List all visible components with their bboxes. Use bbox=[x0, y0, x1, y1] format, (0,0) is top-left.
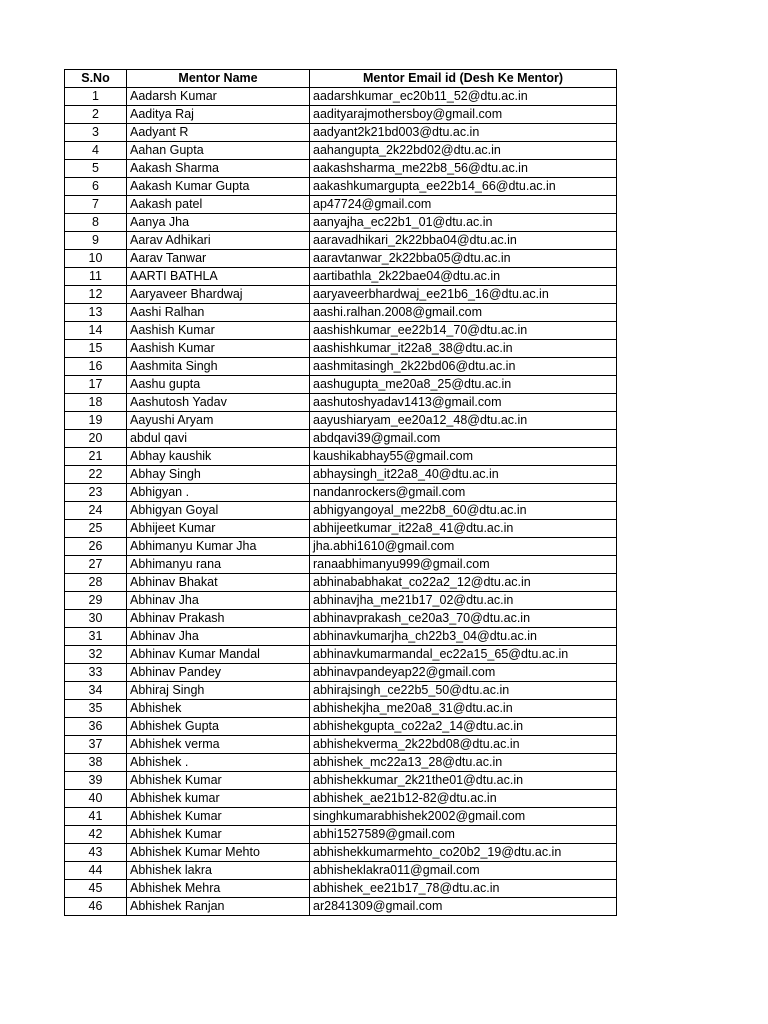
table-row bbox=[65, 142, 617, 160]
table-row bbox=[65, 862, 617, 880]
table-row bbox=[65, 628, 617, 646]
mentor-email-cell: abhishekgupta_co22a2_14@dtu.ac.in bbox=[310, 718, 617, 736]
mentor-name-cell: Abhishek bbox=[127, 700, 310, 718]
table-row bbox=[65, 718, 617, 736]
mentor-name-cell: Aashu gupta bbox=[127, 376, 310, 394]
table-row bbox=[65, 178, 617, 196]
serial-number-cell: 36 bbox=[65, 718, 127, 736]
mentor-name-cell: Abhay kaushik bbox=[127, 448, 310, 466]
mentor-name-cell: Aakash Sharma bbox=[127, 160, 310, 178]
serial-number-cell: 41 bbox=[65, 808, 127, 826]
table-row bbox=[65, 520, 617, 538]
mentor-email-cell: abhishek_ae21b12-82@dtu.ac.in bbox=[310, 790, 617, 808]
serial-number-cell: 42 bbox=[65, 826, 127, 844]
table-row bbox=[65, 844, 617, 862]
header-row bbox=[65, 70, 617, 88]
mentor-name-cell: Aashmita Singh bbox=[127, 358, 310, 376]
mentor-email-cell: aanyajha_ec22b1_01@dtu.ac.in bbox=[310, 214, 617, 232]
mentor-email-cell: aartibathla_2k22bae04@dtu.ac.in bbox=[310, 268, 617, 286]
table-row bbox=[65, 772, 617, 790]
serial-number-cell: 30 bbox=[65, 610, 127, 628]
table-row bbox=[65, 826, 617, 844]
table-row bbox=[65, 538, 617, 556]
serial-number-cell: 44 bbox=[65, 862, 127, 880]
table-row bbox=[65, 322, 617, 340]
mentor-email-cell: aashi.ralhan.2008@gmail.com bbox=[310, 304, 617, 322]
mentor-name-cell: Abhishek . bbox=[127, 754, 310, 772]
mentor-email-cell: abhinavpandeyap22@gmail.com bbox=[310, 664, 617, 682]
serial-number-cell: 5 bbox=[65, 160, 127, 178]
table-row bbox=[65, 88, 617, 106]
serial-number-cell: 15 bbox=[65, 340, 127, 358]
table-row bbox=[65, 646, 617, 664]
table-row bbox=[65, 754, 617, 772]
mentor-name-column-header: Mentor Name bbox=[127, 70, 310, 88]
mentor-name-cell: Abhishek Kumar bbox=[127, 772, 310, 790]
mentor-name-cell: Abhay Singh bbox=[127, 466, 310, 484]
mentor-name-cell: Aadarsh Kumar bbox=[127, 88, 310, 106]
mentor-name-cell: Abhinav Prakash bbox=[127, 610, 310, 628]
mentor-email-cell: abhishek_ee21b17_78@dtu.ac.in bbox=[310, 880, 617, 898]
mentor-email-cell: aashishkumar_it22a8_38@dtu.ac.in bbox=[310, 340, 617, 358]
table-row bbox=[65, 286, 617, 304]
mentor-name-cell: Abhishek verma bbox=[127, 736, 310, 754]
table-row bbox=[65, 808, 617, 826]
mentor-email-cell: kaushikabhay55@gmail.com bbox=[310, 448, 617, 466]
mentor-name-cell: Abhishek Ranjan bbox=[127, 898, 310, 916]
mentor-email-cell: abhishekkumarmehto_co20b2_19@dtu.ac.in bbox=[310, 844, 617, 862]
mentor-name-cell: Aanya Jha bbox=[127, 214, 310, 232]
serial-number-cell: 31 bbox=[65, 628, 127, 646]
table-row bbox=[65, 484, 617, 502]
serial-number-cell: 39 bbox=[65, 772, 127, 790]
serial-number-cell: 20 bbox=[65, 430, 127, 448]
mentor-name-cell: Aayushi Aryam bbox=[127, 412, 310, 430]
serial-number-cell: 19 bbox=[65, 412, 127, 430]
mentor-name-cell: Abhiraj Singh bbox=[127, 682, 310, 700]
mentor-email-cell: nandanrockers@gmail.com bbox=[310, 484, 617, 502]
table-row bbox=[65, 124, 617, 142]
mentor-name-cell: Abhinav Jha bbox=[127, 592, 310, 610]
mentor-email-cell: abhishek_mc22a13_28@dtu.ac.in bbox=[310, 754, 617, 772]
mentor-email-cell: aaravtanwar_2k22bba05@dtu.ac.in bbox=[310, 250, 617, 268]
mentor-name-cell: Abhishek Mehra bbox=[127, 880, 310, 898]
mentor-name-cell: Abhishek Kumar bbox=[127, 808, 310, 826]
table-row bbox=[65, 232, 617, 250]
mentor-name-cell: Aashi Ralhan bbox=[127, 304, 310, 322]
mentor-name-cell: Abhinav Bhakat bbox=[127, 574, 310, 592]
mentor-email-cell: aadarshkumar_ec20b11_52@dtu.ac.in bbox=[310, 88, 617, 106]
table-row bbox=[65, 394, 617, 412]
table-row bbox=[65, 700, 617, 718]
serial-number-cell: 43 bbox=[65, 844, 127, 862]
mentor-email-cell: abhinavkumarjha_ch22b3_04@dtu.ac.in bbox=[310, 628, 617, 646]
serial-number-cell: 25 bbox=[65, 520, 127, 538]
mentor-name-cell: Aadyant R bbox=[127, 124, 310, 142]
mentor-name-cell: abdul qavi bbox=[127, 430, 310, 448]
mentor-name-cell: AARTI BATHLA bbox=[127, 268, 310, 286]
serial-number-cell: 40 bbox=[65, 790, 127, 808]
table-row bbox=[65, 412, 617, 430]
mentor-name-cell: Aakash Kumar Gupta bbox=[127, 178, 310, 196]
serial-number-cell: 10 bbox=[65, 250, 127, 268]
table-row bbox=[65, 430, 617, 448]
mentor-email-cell: abhigyangoyal_me22b8_60@dtu.ac.in bbox=[310, 502, 617, 520]
mentor-name-cell: Aaryaveer Bhardwaj bbox=[127, 286, 310, 304]
mentor-email-cell: aayushiaryam_ee20a12_48@dtu.ac.in bbox=[310, 412, 617, 430]
mentor-email-cell: abhirajsingh_ce22b5_50@dtu.ac.in bbox=[310, 682, 617, 700]
mentor-name-cell: Abhigyan Goyal bbox=[127, 502, 310, 520]
mentor-name-cell: Abhinav Jha bbox=[127, 628, 310, 646]
serial-number-cell: 28 bbox=[65, 574, 127, 592]
mentor-email-cell: abdqavi39@gmail.com bbox=[310, 430, 617, 448]
table-row bbox=[65, 682, 617, 700]
mentor-email-cell: aashishkumar_ee22b14_70@dtu.ac.in bbox=[310, 322, 617, 340]
table-row bbox=[65, 466, 617, 484]
serial-number-cell: 16 bbox=[65, 358, 127, 376]
mentor-email-cell: aashugupta_me20a8_25@dtu.ac.in bbox=[310, 376, 617, 394]
serial-number-cell: 23 bbox=[65, 484, 127, 502]
mentor-email-column-header: Mentor Email id (Desh Ke Mentor) bbox=[310, 70, 617, 88]
serial-number-cell: 46 bbox=[65, 898, 127, 916]
mentor-name-cell: Aashutosh Yadav bbox=[127, 394, 310, 412]
mentor-name-cell: Aaditya Raj bbox=[127, 106, 310, 124]
mentor-name-cell: Aarav Tanwar bbox=[127, 250, 310, 268]
mentor-name-cell: Abhishek Kumar bbox=[127, 826, 310, 844]
mentor-email-cell: aahangupta_2k22bd02@dtu.ac.in bbox=[310, 142, 617, 160]
table-row bbox=[65, 574, 617, 592]
serial-number-cell: 14 bbox=[65, 322, 127, 340]
mentor-email-cell: abhaysingh_it22a8_40@dtu.ac.in bbox=[310, 466, 617, 484]
table-body bbox=[65, 88, 617, 916]
table-header bbox=[65, 70, 617, 88]
serial-number-cell: 29 bbox=[65, 592, 127, 610]
serial-number-cell: 27 bbox=[65, 556, 127, 574]
table-row bbox=[65, 196, 617, 214]
mentor-name-cell: Abhigyan . bbox=[127, 484, 310, 502]
serial-number-cell: 22 bbox=[65, 466, 127, 484]
serial-number-cell: 11 bbox=[65, 268, 127, 286]
mentor-email-cell: abhisheklakra011@gmail.com bbox=[310, 862, 617, 880]
serial-number-cell: 8 bbox=[65, 214, 127, 232]
table-row bbox=[65, 556, 617, 574]
mentor-name-cell: Abhimanyu Kumar Jha bbox=[127, 538, 310, 556]
mentor-name-cell: Abhinav Kumar Mandal bbox=[127, 646, 310, 664]
mentor-email-cell: aaryaveerbhardwaj_ee21b6_16@dtu.ac.in bbox=[310, 286, 617, 304]
serial-number-cell: 3 bbox=[65, 124, 127, 142]
serial-number-cell: 33 bbox=[65, 664, 127, 682]
serial-number-cell: 24 bbox=[65, 502, 127, 520]
mentor-email-cell: aakashkumargupta_ee22b14_66@dtu.ac.in bbox=[310, 178, 617, 196]
serial-number-cell: 6 bbox=[65, 178, 127, 196]
mentor-name-cell: Aahan Gupta bbox=[127, 142, 310, 160]
mentor-name-cell: Aashish Kumar bbox=[127, 340, 310, 358]
mentor-email-cell: aaravadhikari_2k22bba04@dtu.ac.in bbox=[310, 232, 617, 250]
serial-number-cell: 45 bbox=[65, 880, 127, 898]
serial-number-cell: 12 bbox=[65, 286, 127, 304]
serial-number-cell: 2 bbox=[65, 106, 127, 124]
mentor-email-cell: ranaabhimanyu999@gmail.com bbox=[310, 556, 617, 574]
mentor-email-cell: abhinavjha_me21b17_02@dtu.ac.in bbox=[310, 592, 617, 610]
mentor-name-cell: Aashish Kumar bbox=[127, 322, 310, 340]
table-row bbox=[65, 790, 617, 808]
mentor-email-cell: abhinababhakat_co22a2_12@dtu.ac.in bbox=[310, 574, 617, 592]
table-row bbox=[65, 898, 617, 916]
mentor-table bbox=[64, 69, 617, 916]
table-row bbox=[65, 214, 617, 232]
sno-column-header: S.No bbox=[65, 70, 127, 88]
table-row bbox=[65, 502, 617, 520]
serial-number-cell: 13 bbox=[65, 304, 127, 322]
table-row bbox=[65, 340, 617, 358]
serial-number-cell: 17 bbox=[65, 376, 127, 394]
table-row bbox=[65, 664, 617, 682]
mentor-name-cell: Abhijeet Kumar bbox=[127, 520, 310, 538]
table-row bbox=[65, 160, 617, 178]
mentor-email-cell: singhkumarabhishek2002@gmail.com bbox=[310, 808, 617, 826]
table-row bbox=[65, 376, 617, 394]
table-row bbox=[65, 880, 617, 898]
serial-number-cell: 32 bbox=[65, 646, 127, 664]
mentor-email-cell: aadityarajmothersboy@gmail.com bbox=[310, 106, 617, 124]
serial-number-cell: 9 bbox=[65, 232, 127, 250]
serial-number-cell: 26 bbox=[65, 538, 127, 556]
serial-number-cell: 38 bbox=[65, 754, 127, 772]
mentor-email-cell: abhishekjha_me20a8_31@dtu.ac.in bbox=[310, 700, 617, 718]
mentor-name-cell: Abhimanyu rana bbox=[127, 556, 310, 574]
serial-number-cell: 1 bbox=[65, 88, 127, 106]
mentor-email-cell: ar2841309@gmail.com bbox=[310, 898, 617, 916]
mentor-name-cell: Aakash patel bbox=[127, 196, 310, 214]
table-row bbox=[65, 304, 617, 322]
table-row bbox=[65, 106, 617, 124]
mentor-email-cell: abhi1527589@gmail.com bbox=[310, 826, 617, 844]
table-row bbox=[65, 736, 617, 754]
mentor-name-cell: Abhishek Kumar Mehto bbox=[127, 844, 310, 862]
mentor-name-cell: Abhishek lakra bbox=[127, 862, 310, 880]
serial-number-cell: 7 bbox=[65, 196, 127, 214]
mentor-email-cell: abhishekverma_2k22bd08@dtu.ac.in bbox=[310, 736, 617, 754]
mentor-name-cell: Abhishek kumar bbox=[127, 790, 310, 808]
table-row bbox=[65, 592, 617, 610]
mentor-email-cell: abhinavkumarmandal_ec22a15_65@dtu.ac.in bbox=[310, 646, 617, 664]
mentor-name-cell: Abhishek Gupta bbox=[127, 718, 310, 736]
mentor-email-cell: abhijeetkumar_it22a8_41@dtu.ac.in bbox=[310, 520, 617, 538]
mentor-email-cell: aakashsharma_me22b8_56@dtu.ac.in bbox=[310, 160, 617, 178]
serial-number-cell: 35 bbox=[65, 700, 127, 718]
mentor-email-cell: ap47724@gmail.com bbox=[310, 196, 617, 214]
mentor-email-cell: jha.abhi1610@gmail.com bbox=[310, 538, 617, 556]
serial-number-cell: 34 bbox=[65, 682, 127, 700]
serial-number-cell: 18 bbox=[65, 394, 127, 412]
mentor-email-cell: aashutoshyadav1413@gmail.com bbox=[310, 394, 617, 412]
serial-number-cell: 4 bbox=[65, 142, 127, 160]
table-row bbox=[65, 268, 617, 286]
table-row bbox=[65, 250, 617, 268]
table-row bbox=[65, 358, 617, 376]
mentor-name-cell: Aarav Adhikari bbox=[127, 232, 310, 250]
table-row bbox=[65, 610, 617, 628]
mentor-email-cell: aashmitasingh_2k22bd06@dtu.ac.in bbox=[310, 358, 617, 376]
mentor-email-cell: abhishekkumar_2k21the01@dtu.ac.in bbox=[310, 772, 617, 790]
serial-number-cell: 21 bbox=[65, 448, 127, 466]
table-row bbox=[65, 448, 617, 466]
serial-number-cell: 37 bbox=[65, 736, 127, 754]
mentor-name-cell: Abhinav Pandey bbox=[127, 664, 310, 682]
mentor-email-cell: aadyant2k21bd003@dtu.ac.in bbox=[310, 124, 617, 142]
mentor-email-cell: abhinavprakash_ce20a3_70@dtu.ac.in bbox=[310, 610, 617, 628]
